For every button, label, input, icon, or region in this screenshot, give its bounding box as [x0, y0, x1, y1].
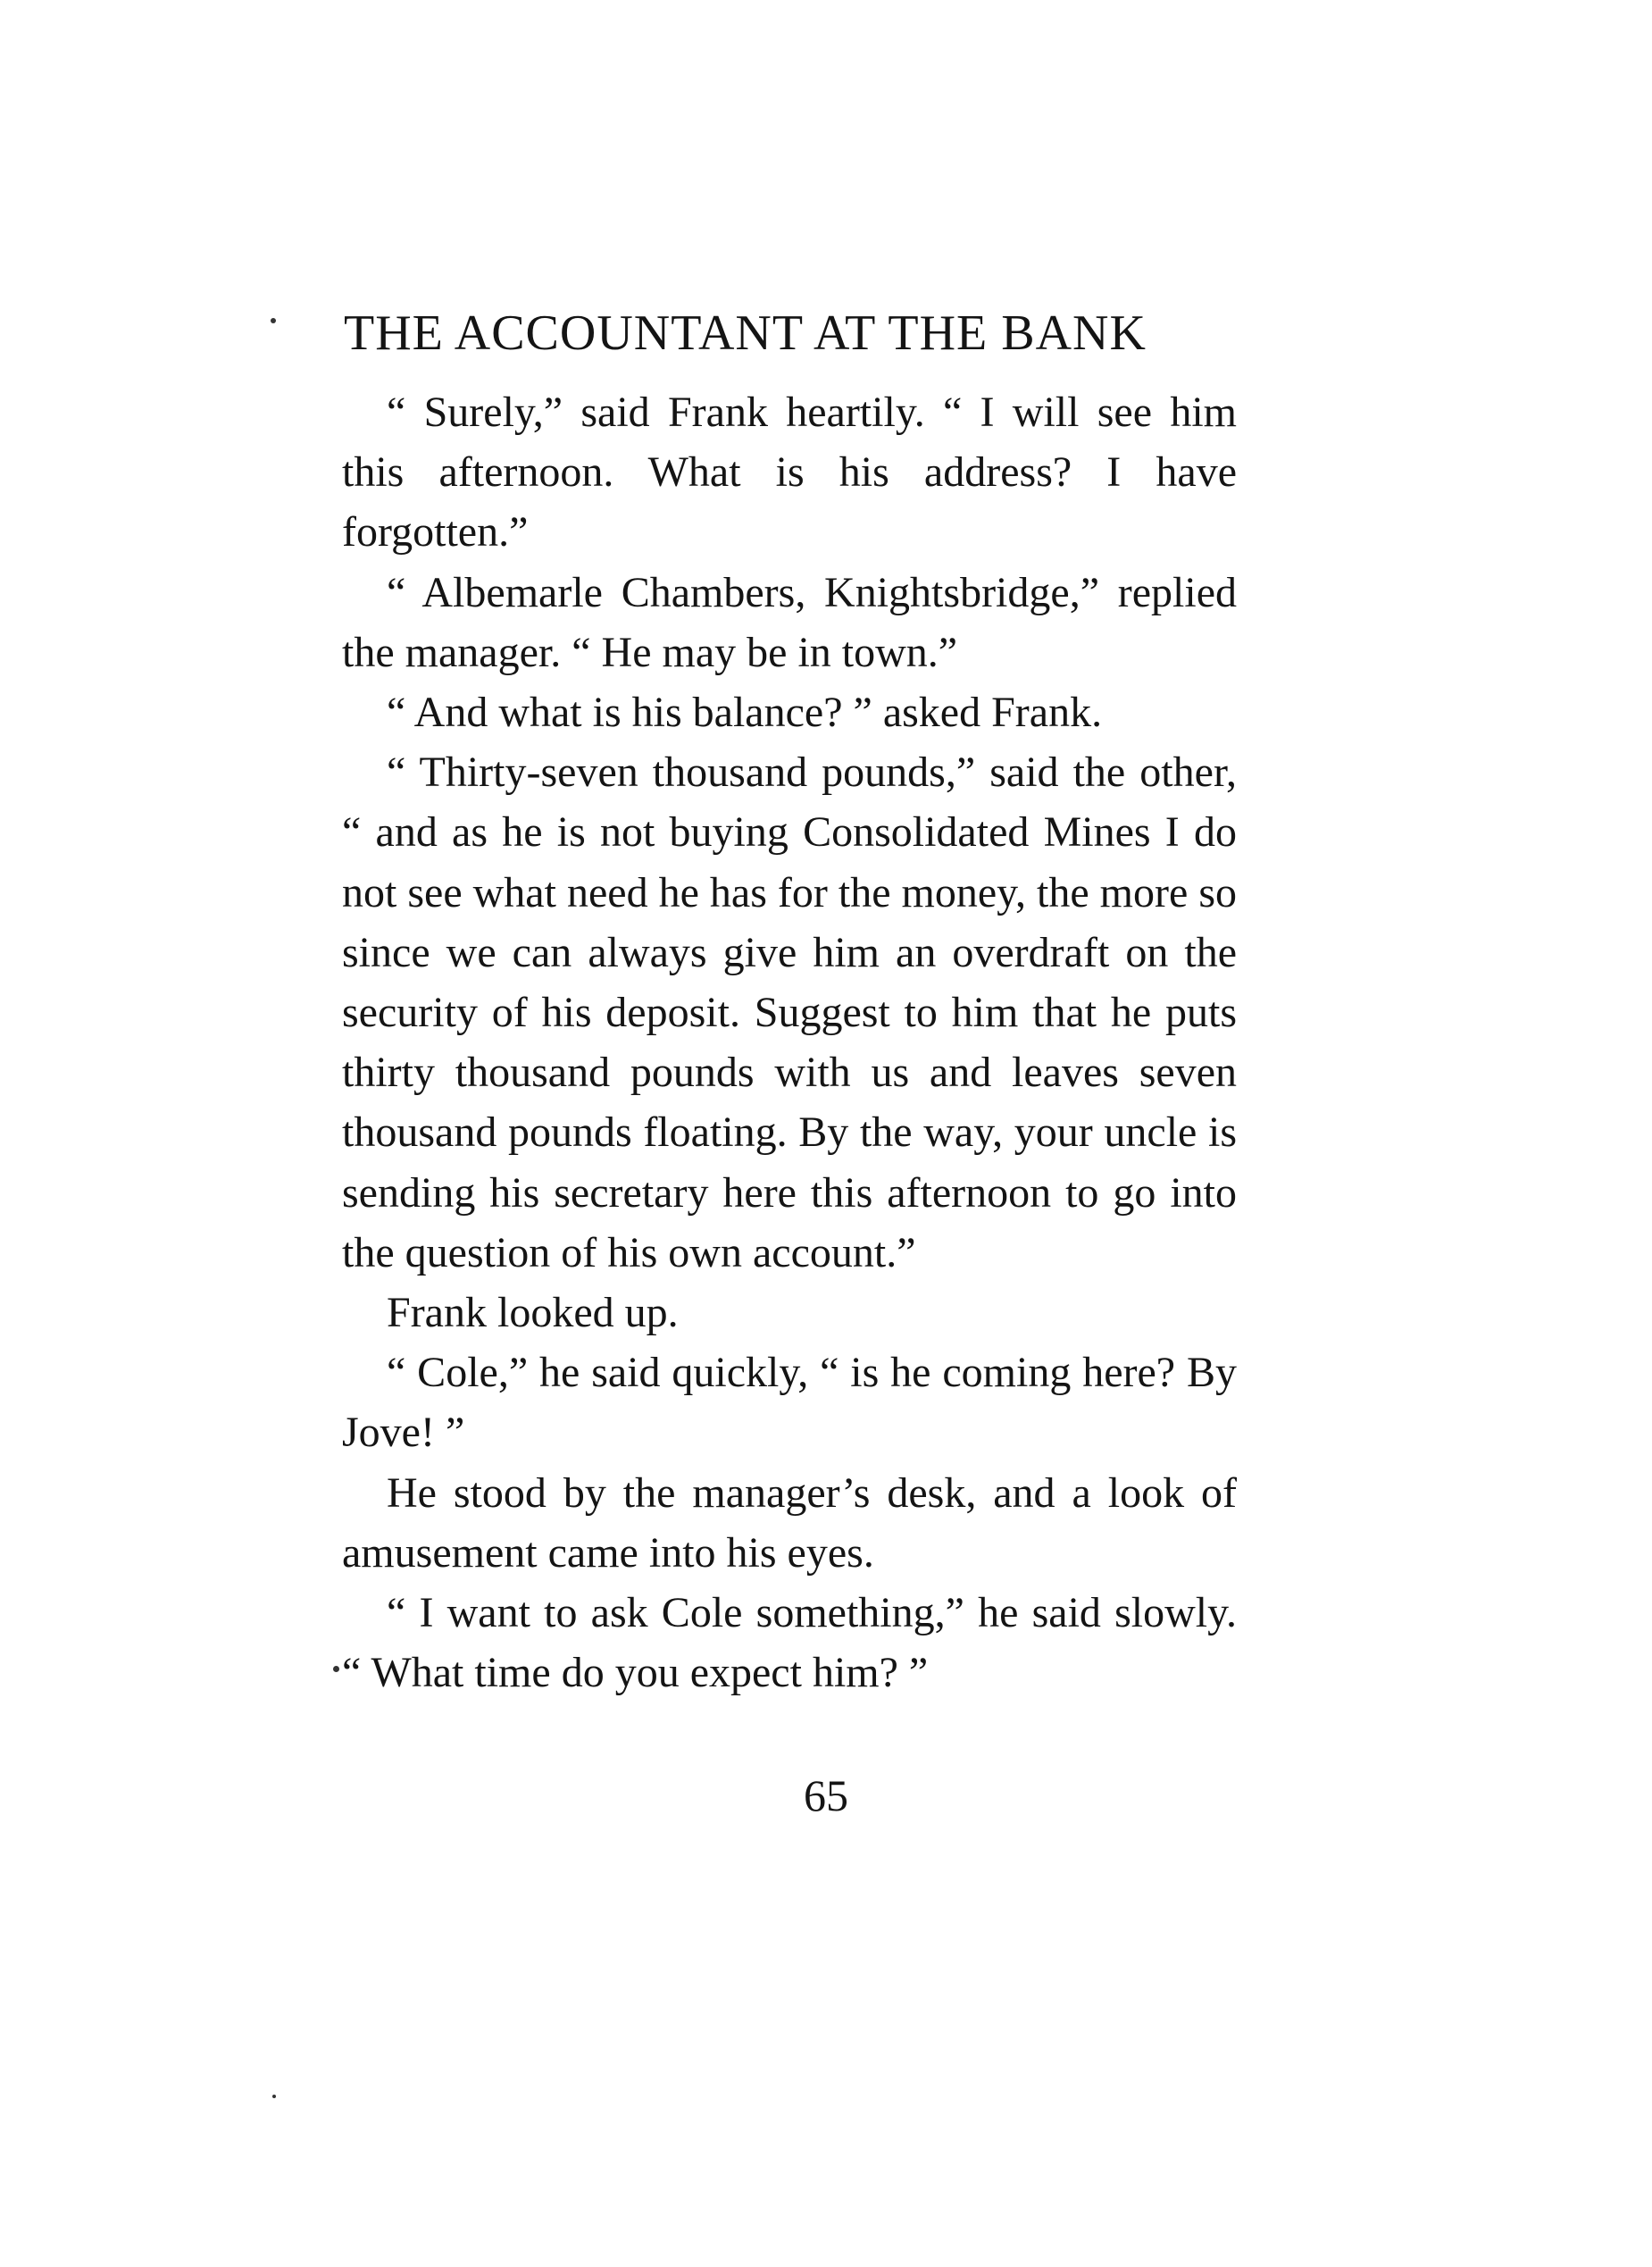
print-speck [272, 2095, 276, 2098]
paragraph: “ Cole,” he said quickly, “ is he coming here? By Jove! ” [342, 1349, 1237, 1457]
running-head: THE ACCOUNTANT AT THE BANK [344, 305, 1147, 361]
body-text [342, 382, 1237, 1702]
print-speck [333, 1666, 339, 1672]
paragraph: “ Albemarle Chambers, Knightsbridge,” replied the manager. “ He may be in town.” [342, 568, 1237, 676]
paragraph: Frank looked up. [387, 1289, 679, 1337]
paragraph: “ And what is his balance? ” asked Frank. [387, 689, 1103, 737]
paragraph: He stood by the manager’s desk, and a look of amusement came into his eyes. [342, 1468, 1237, 1577]
paragraph: “ Thirty-seven thousand pounds,” said the other, “ and as he is not buying Consolidated Mines I do not see what need he has for the money, the more so since we can always give him an overdraft on the security of his deposit. Suggest to him that he puts thirty thousand pounds with us and leaves seven thousand pounds floating. By the way, your uncle is sending his secretary here this afternoon to go into the question of his own account.” [342, 749, 1237, 1276]
paragraph: “ Surely,” said Frank heartily. “ I will see him this afternoon. What is his address? I have forgotten.” [342, 389, 1237, 556]
page-number: 65 [804, 1770, 848, 1820]
paragraph: “ I want to ask Cole something,” he said slowly. “ What time do you expect him? ” [342, 1589, 1237, 1697]
print-speck [271, 318, 276, 323]
